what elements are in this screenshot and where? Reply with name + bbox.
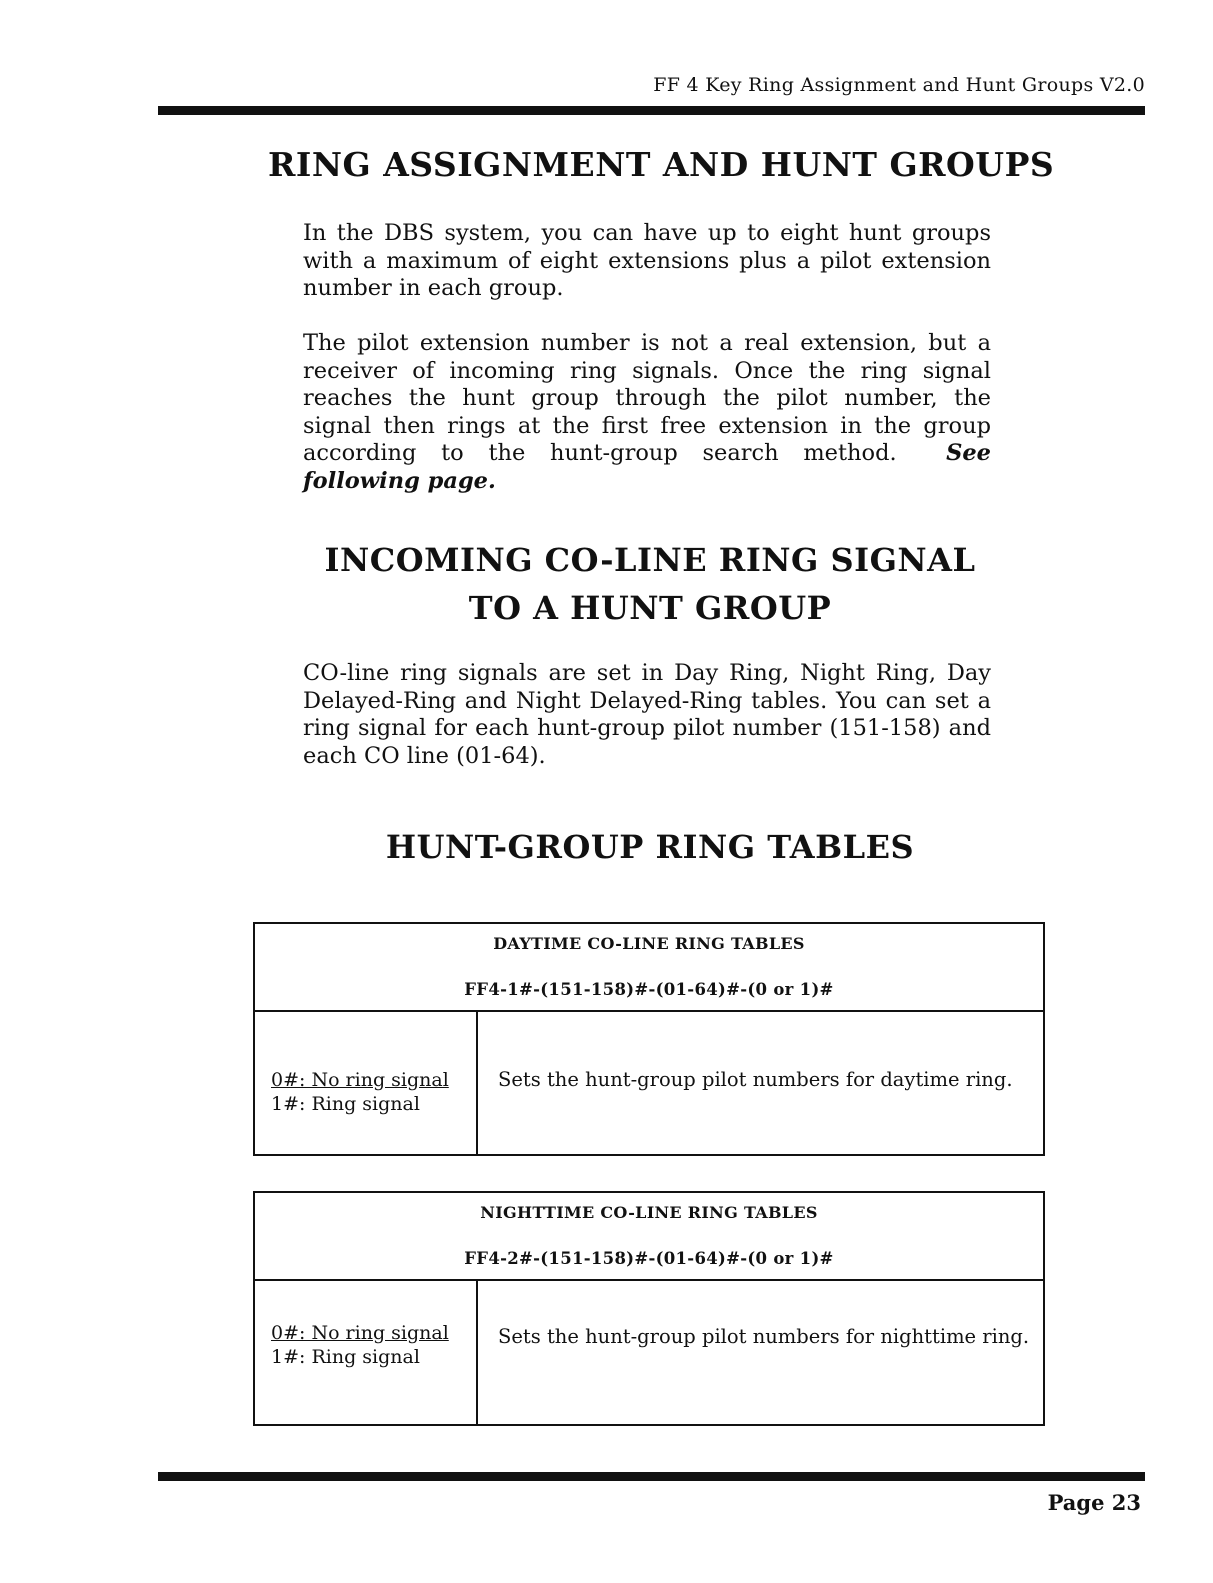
nighttime-table-body	[255, 1281, 1043, 1424]
nighttime-option-1: 1#: Ring signal	[271, 1346, 420, 1368]
daytime-table-code: FF4-1#-(151-158)#-(01-64)#-(0 or 1)#	[464, 980, 834, 999]
daytime-table-title: DAYTIME CO-LINE RING TABLES	[493, 934, 805, 953]
incoming-paragraph: CO-line ring signals are set in Day Ring, Night Ring, Day Delayed-Ring and Night Delayed-Ring tables. You can set a ring signal for each hunt-group pilot number (151-158) and each CO line (01-64).	[303, 660, 991, 769]
incoming-title-line2: TO A HUNT GROUP	[468, 589, 832, 627]
pilot-paragraph	[303, 330, 991, 495]
pilot-paragraph-text: The pilot extension number is not a real extension, but a receiver of incoming ring signals. Once the ring signal reaches the hunt group through the pilot number, the signal then rings at the first free extension in the group according to the hunt-group search method.	[303, 330, 991, 466]
main-title: RING ASSIGNMENT AND HUNT GROUPS	[268, 145, 1055, 184]
running-header: FF 4 Key Ring Assignment and Hunt Groups V2.0	[653, 74, 1145, 96]
incoming-title-line1: INCOMING CO-LINE RING SIGNAL	[324, 541, 976, 579]
nighttime-table-title: NIGHTTIME CO-LINE RING TABLES	[480, 1203, 818, 1222]
page-number: Page 23	[1047, 1490, 1141, 1515]
nighttime-description: Sets the hunt-group pilot numbers for nighttime ring.	[498, 1325, 1030, 1348]
nighttime-table-code: FF4-2#-(151-158)#-(01-64)#-(0 or 1)#	[464, 1249, 834, 1268]
footer-rule	[158, 1472, 1145, 1481]
daytime-ring-table	[253, 922, 1045, 1156]
tables-title: HUNT-GROUP RING TABLES	[385, 828, 915, 866]
daytime-table-header	[255, 924, 1043, 1012]
daytime-option-0: 0#: No ring signal	[271, 1069, 449, 1091]
header-rule	[158, 106, 1145, 115]
daytime-options	[255, 1012, 478, 1154]
intro-paragraph: In the DBS system, you can have up to eight hunt groups with a maximum of eight extensions plus a pilot extension number in each group.	[303, 220, 991, 301]
daytime-description: Sets the hunt-group pilot numbers for daytime ring.	[498, 1067, 1013, 1091]
incoming-title	[280, 536, 1020, 632]
nighttime-ring-table	[253, 1191, 1045, 1426]
nighttime-table-header	[255, 1193, 1043, 1281]
nighttime-options	[255, 1281, 478, 1424]
nighttime-option-0: 0#: No ring signal	[271, 1322, 449, 1344]
daytime-table-body	[255, 1012, 1043, 1154]
daytime-option-1: 1#: Ring signal	[271, 1093, 420, 1115]
see-following-page-link: See following page.	[303, 440, 991, 494]
